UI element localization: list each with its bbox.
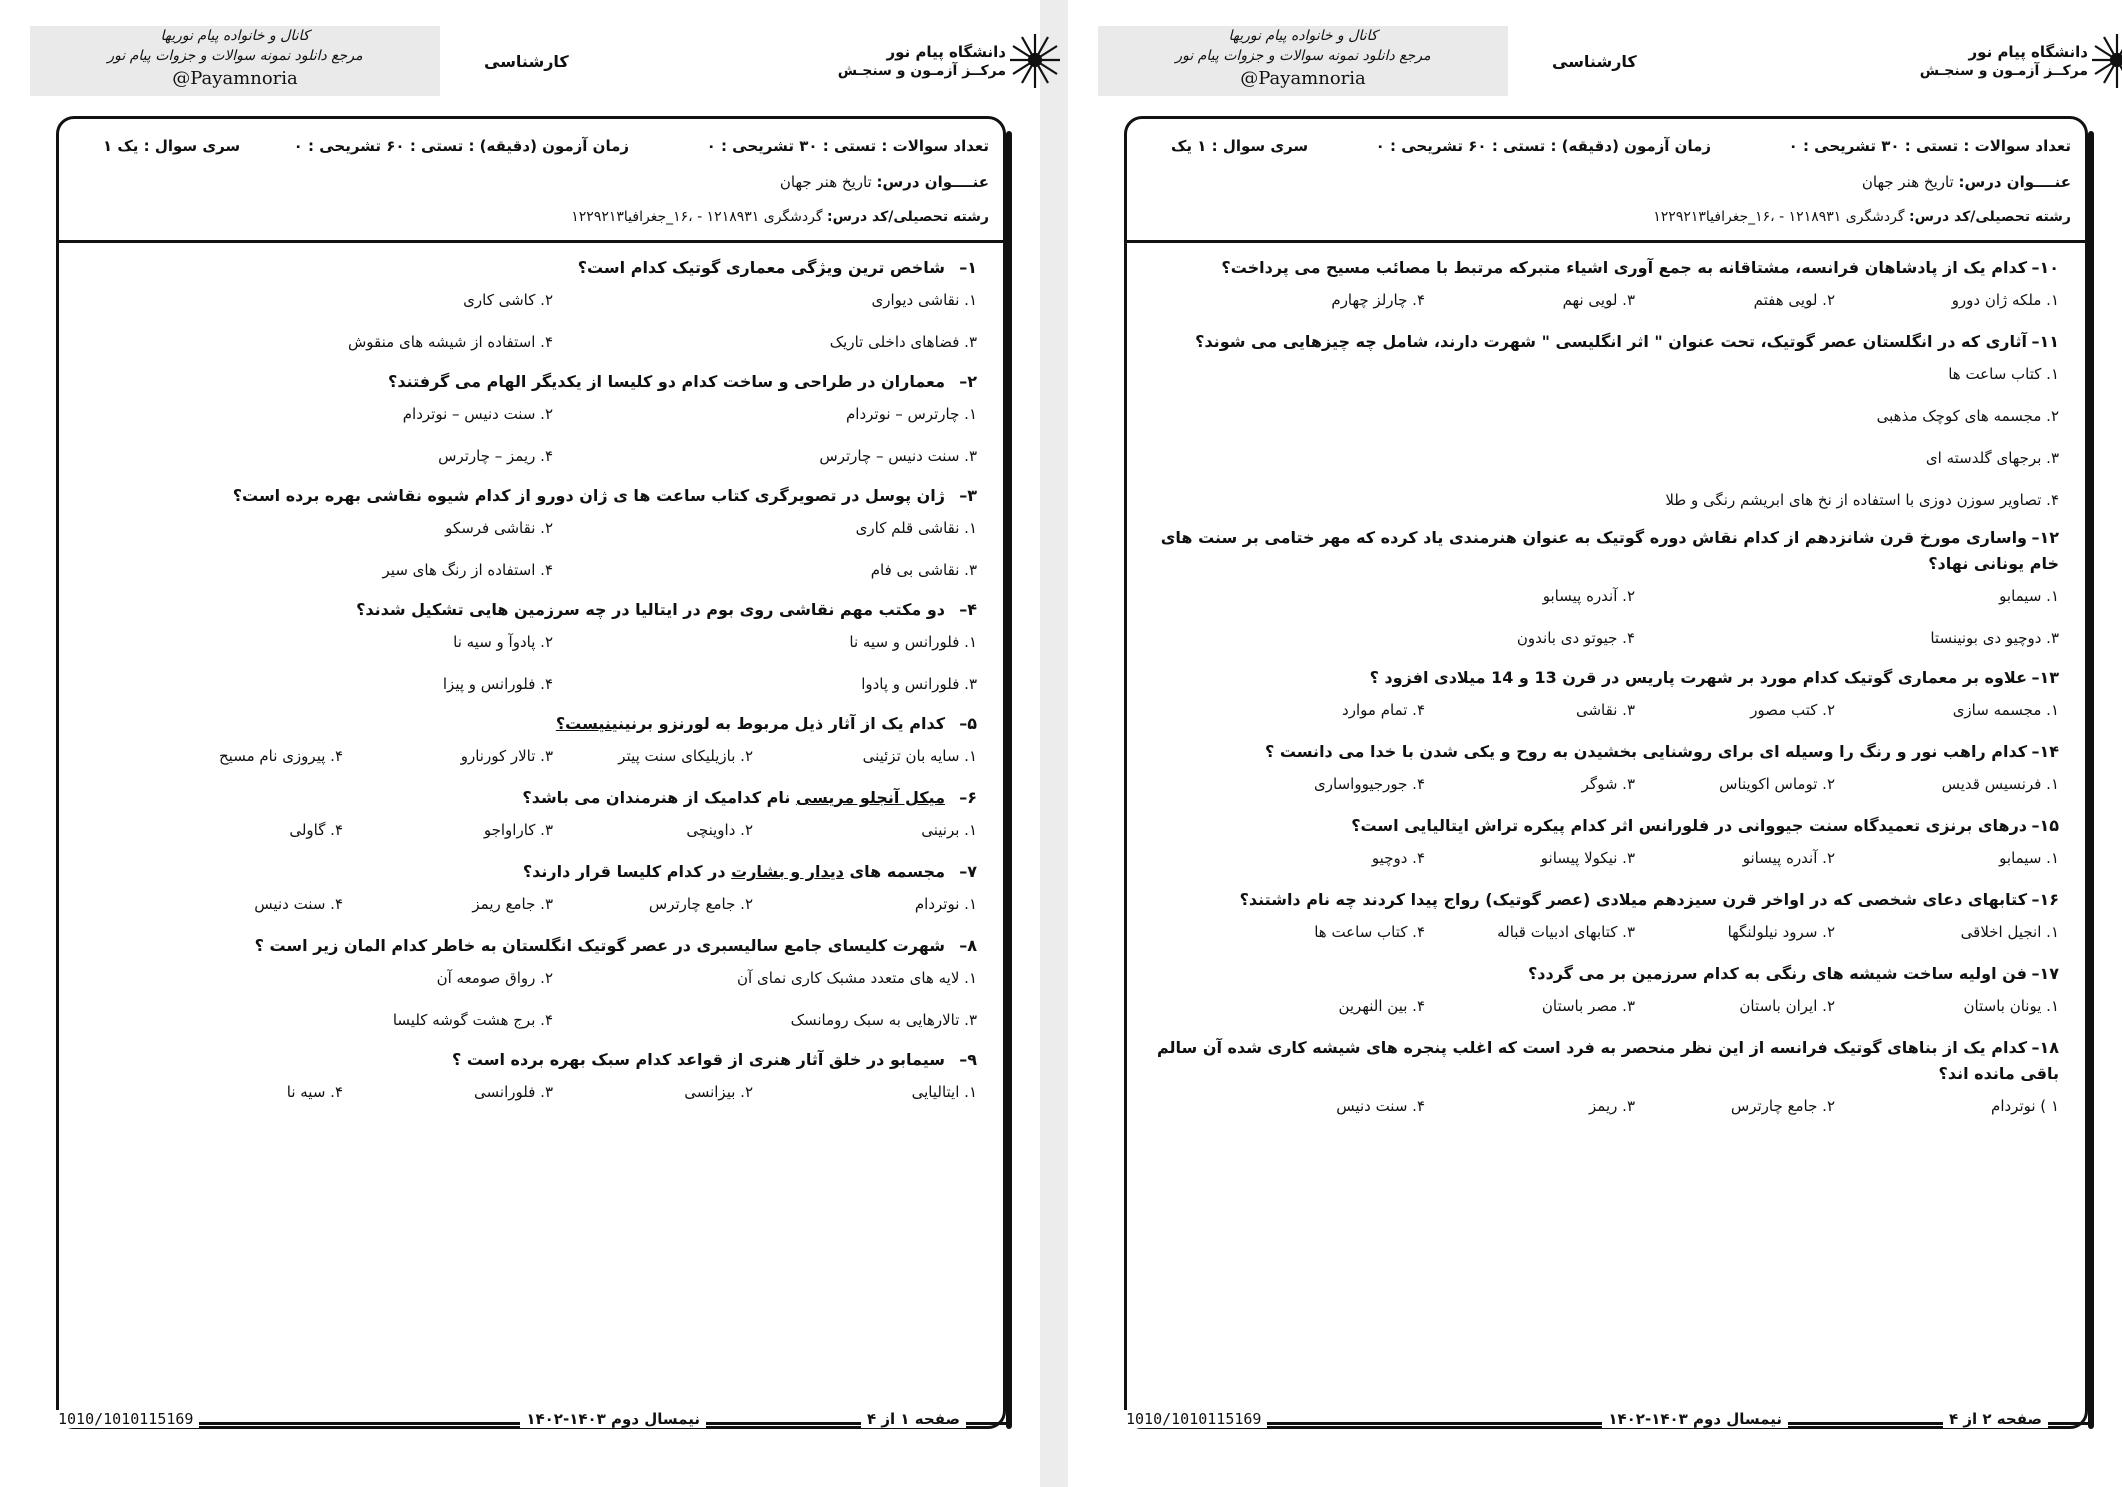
options-row: [1127, 765, 2085, 807]
question-series: سری سوال : یک ۱: [103, 137, 241, 155]
question-number: ۱۱–: [2031, 332, 2059, 351]
answer-option[interactable]: ۳. سنت دنیس – چارترس: [819, 447, 977, 465]
question-text: [1127, 665, 2085, 691]
field-value: گردشگری ۱۲۱۸۹۳۱ - ،۱۶_جغرافیا۱۲۲۹۲۱۳: [1653, 209, 1905, 225]
question-area: [1127, 255, 2085, 1135]
university-name: دانشگاه پیام نور: [1968, 43, 2088, 61]
question-stem: فن اولیه ساخت شیشه های رنگی به کدام سرزمین بر می گردد؟: [1528, 964, 2027, 983]
exam-code: 1010/1010115169: [52, 1410, 199, 1428]
answer-option[interactable]: ۳. تالار کورنارو: [460, 747, 553, 765]
question-item: [1127, 961, 2085, 1029]
field-code-row: [1653, 209, 2071, 225]
answer-option[interactable]: ۳. جامع ریمز: [472, 895, 553, 913]
options-row: [1127, 839, 2085, 881]
options-row: [1127, 397, 2085, 439]
answer-option[interactable]: ۴. چارلز چهارم: [1331, 291, 1425, 309]
question-stem-underlined: میکل آنجلو مریسی: [795, 788, 945, 807]
page-gutter: [1040, 0, 1068, 1487]
answer-option[interactable]: ۲. سنت دنیس – نوتردام: [402, 405, 553, 423]
question-stem: کدام یک از پادشاهان فرانسه، مشتاقانه به جمع آوری اشیاء متبرکه مرتبط با مصائب مسیح می پرداخت؟: [1221, 258, 2027, 277]
answer-option[interactable]: ۲. بازیلیکای سنت پیتر: [618, 747, 753, 765]
answer-option[interactable]: ۲. پادوآ و سیه نا: [453, 633, 553, 651]
answer-option[interactable]: ۱. سیمابو: [1999, 849, 2059, 867]
answer-option[interactable]: ۲. کاشی کاری: [463, 291, 553, 309]
question-number: ۴–: [959, 600, 977, 619]
question-number: ۷–: [959, 862, 977, 881]
question-count: تعداد سوالات : تستی : ۳۰ تشریحی : ۰: [706, 137, 989, 155]
answer-option[interactable]: ۱. فلورانس و سیه نا: [849, 633, 977, 651]
question-stem: کدام یک از آثار ذیل مربوط به لورنزو برنینی: [611, 714, 945, 733]
answer-option[interactable]: ۴. استفاده از شیشه های منقوش: [348, 333, 553, 351]
question-text: [1127, 329, 2085, 355]
channel-line-2: مرجع دانلود نمونه سوالات و جزوات پیام نور: [1175, 48, 1431, 64]
answer-option[interactable]: ۱. برنینی: [921, 821, 977, 839]
answer-option[interactable]: ۲. نقاشی فرسکو: [445, 519, 553, 537]
question-item: [59, 933, 1003, 1043]
question-number: ۱–: [959, 258, 977, 277]
answer-option[interactable]: ۲. لویی هفتم: [1753, 291, 1835, 309]
question-stem: علاوه بر معماری گوتیک کدام مورد بر شهرت پاریس در قرن 13 و 14 میلادی افزود ؟: [1369, 668, 2027, 687]
course-title-row: [780, 173, 989, 191]
options-row: [59, 395, 1003, 437]
question-number: ۱۵–: [2031, 816, 2059, 835]
degree-level: کارشناسی: [484, 52, 569, 71]
options-row: [1127, 481, 2085, 523]
answer-option[interactable]: ۴. تمام موارد: [1342, 701, 1425, 719]
question-item: [1127, 739, 2085, 807]
question-number: ۸–: [959, 936, 977, 955]
answer-option[interactable]: ۲. کتب مصور: [1750, 701, 1835, 719]
answer-option[interactable]: ۲. ایران باستان: [1739, 997, 1835, 1015]
answer-option[interactable]: ۴. سیه نا: [286, 1083, 343, 1101]
question-count: تعداد سوالات : تستی : ۳۰ تشریحی : ۰: [1788, 137, 2071, 155]
course-title: تاریخ هنر جهان: [779, 173, 872, 191]
answer-option[interactable]: ۴. تصاویر سوزن دوزی با استفاده از نخ های ابریشم رنگی و طلا: [1665, 491, 2059, 509]
question-text: [59, 1047, 1003, 1073]
question-number: ۲–: [959, 372, 977, 391]
options-row: [1127, 1087, 2085, 1129]
question-item: [59, 785, 1003, 853]
question-item: [59, 859, 1003, 927]
answer-option[interactable]: ۴. دوچیو: [1371, 849, 1425, 867]
question-text: [59, 255, 1003, 281]
question-text: [59, 711, 1003, 737]
question-stem: مجسمه های: [843, 862, 945, 881]
question-stem: واساری مورخ قرن شانزدهم از کدام نقاش دوره گوتیک به عنوان هنرمندی یاد کرده که مهر ختامی بر سنت های خام یونانی نهاد؟: [1160, 528, 2059, 573]
field-value: گردشگری ۱۲۱۸۹۳۱ - ،۱۶_جغرافیا۱۲۲۹۲۱۳: [571, 209, 823, 225]
answer-option[interactable]: ۱ ) نوتردام: [1991, 1097, 2059, 1115]
question-number: ۱۲–: [2031, 528, 2059, 547]
page-footer: [56, 1410, 1006, 1436]
options-row: [59, 811, 1003, 853]
options-row: [59, 323, 1003, 365]
exam-page-2: [1068, 0, 2122, 1487]
question-item: [1127, 665, 2085, 733]
options-row: [59, 885, 1003, 927]
course-title: تاریخ هنر جهان: [1861, 173, 1954, 191]
field-label: رشته تحصیلی/کد درس:: [826, 209, 989, 225]
question-stem: آثاری که در انگلستان عصر گوتیک، تحت عنوان " اثر انگلیسی " شهرت دارند، شامل چه چیزهایی می شوند؟: [1195, 332, 2027, 351]
question-stem-underlined: نیست؟: [555, 714, 612, 733]
question-stem: معماران در طراحی و ساخت کدام دو کلیسا از یکدیگر الهام می گرفتند؟: [388, 372, 945, 391]
answer-option[interactable]: ۱. نوتردام: [914, 895, 977, 913]
watermark-channel: [1098, 26, 1508, 96]
field-code-row: [571, 209, 989, 225]
options-row: [59, 437, 1003, 479]
answer-option[interactable]: ۳. مصر باستان: [1541, 997, 1635, 1015]
answer-option[interactable]: ۳. برجهای گلدسته ای: [1925, 449, 2059, 467]
exam-time: زمان آزمون (دقیقه) : تستی : ۶۰ تشریحی : ۰: [1375, 137, 1711, 155]
answer-option[interactable]: ۳. کتابهای ادبیات قباله: [1497, 923, 1635, 941]
degree-level: کارشناسی: [1552, 52, 1637, 71]
question-text: [1127, 739, 2085, 765]
answer-option[interactable]: ۳. کاراواجو: [483, 821, 553, 839]
question-item: [59, 597, 1003, 707]
exam-time: زمان آزمون (دقیقه) : تستی : ۶۰ تشریحی : ۰: [293, 137, 629, 155]
answer-option[interactable]: ۲. آندره پیسابو: [1542, 587, 1635, 605]
question-series: سری سوال : ۱ یک: [1171, 137, 1309, 155]
university-block: [1920, 42, 2088, 80]
options-row: [59, 1001, 1003, 1043]
question-text: [1127, 887, 2085, 913]
question-item: [59, 1047, 1003, 1115]
options-row: [1127, 987, 2085, 1029]
question-text: [59, 597, 1003, 623]
question-item: [1127, 887, 2085, 955]
question-number: ۱۰–: [2031, 258, 2059, 277]
answer-option[interactable]: ۴. ریمز – چارترس: [438, 447, 553, 465]
answer-option[interactable]: ۳. فلورانس و پادوا: [861, 675, 977, 693]
answer-option[interactable]: ۴. جورجیوواساری: [1314, 775, 1425, 793]
options-row: [59, 509, 1003, 551]
question-item: [59, 711, 1003, 779]
options-row: [1127, 913, 2085, 955]
watermark-channel: [30, 26, 440, 96]
answer-option[interactable]: ۲. سرود نیلولنگها: [1727, 923, 1835, 941]
course-title-row: [1862, 173, 2071, 191]
channel-handle: @Payamnoria: [172, 68, 298, 89]
options-row: [59, 959, 1003, 1001]
exam-info-box: [1127, 119, 2085, 243]
answer-option[interactable]: ۴. فلورانس و پیزا: [442, 675, 553, 693]
answer-option[interactable]: ۴. سنت دنیس: [254, 895, 343, 913]
answer-option[interactable]: ۲. داوینچی: [686, 821, 753, 839]
question-text: [59, 483, 1003, 509]
answer-option[interactable]: ۱. سیمابو: [1999, 587, 2059, 605]
channel-line-2: مرجع دانلود نمونه سوالات و جزوات پیام نور: [107, 48, 363, 64]
options-row: [59, 1073, 1003, 1115]
question-item: [1127, 525, 2085, 661]
question-number: ۹–: [959, 1050, 977, 1069]
answer-option[interactable]: ۱. انجیل اخلاقی: [1960, 923, 2059, 941]
answer-option[interactable]: ۲. جامع چارترس: [1730, 1097, 1835, 1115]
exam-code: 1010/1010115169: [1120, 1410, 1267, 1428]
exam-page-1: [0, 0, 1040, 1487]
options-row: [59, 281, 1003, 323]
question-text: [1127, 525, 2085, 577]
page-number: صفحه ۲ از ۴: [1943, 1410, 2048, 1428]
answer-option[interactable]: ۱. نقاشی قلم کاری: [855, 519, 977, 537]
question-item: [1127, 1035, 2085, 1129]
channel-line-1: کانال و خانواده پیام نوریها: [1228, 28, 1378, 44]
answer-option[interactable]: ۳. فلورانسی: [474, 1083, 553, 1101]
exam-frame: [56, 116, 1006, 1429]
question-number: ۱۷–: [2031, 964, 2059, 983]
course-label: عنــــوان درس:: [876, 173, 989, 191]
question-number: ۶–: [959, 788, 977, 807]
question-number: ۱۶–: [2031, 890, 2059, 909]
options-row: [1127, 619, 2085, 661]
question-stem: کدام یک از بناهای گوتیک فرانسه از این نظر منحصر به فرد است که اغلب پنجره های شیشه کاری شده آن سالم باقی مانده اند؟: [1156, 1038, 2059, 1083]
answer-option[interactable]: ۳. فضاهای داخلی تاریک: [829, 333, 977, 351]
options-row: [59, 551, 1003, 593]
question-stem: درهای برنزی تعمیدگاه سنت جیووانی در فلورانس اثر کدام پیکره تراش ایتالیایی است؟: [1351, 816, 2027, 835]
page-header: [0, 22, 1040, 104]
question-stem: شهرت کلیسای جامع سالیسبری در عصر گوتیک انگلستان به خاطر کدام المان زیر است ؟: [254, 936, 945, 955]
university-name: دانشگاه پیام نور: [886, 43, 1006, 61]
question-item: [1127, 813, 2085, 881]
question-text: [1127, 961, 2085, 987]
question-text: [59, 859, 1003, 885]
answer-option[interactable]: ۴. کتاب ساعت ها: [1314, 923, 1425, 941]
university-block: [838, 42, 1006, 80]
question-text: [59, 785, 1003, 811]
question-item: [59, 255, 1003, 365]
answer-option[interactable]: ۱. مجسمه سازی: [1952, 701, 2059, 719]
answer-option[interactable]: ۱. ملکه ژان دورو: [1951, 291, 2059, 309]
options-row: [59, 665, 1003, 707]
answer-option[interactable]: ۱. کتاب ساعت ها: [1948, 365, 2059, 383]
question-number: ۱۸–: [2031, 1038, 2059, 1057]
question-number: ۱۴–: [2031, 742, 2059, 761]
page-footer: [1124, 1410, 2088, 1436]
question-stem: نام کدامیک از هنرمندان می باشد؟: [522, 788, 796, 807]
answer-option[interactable]: ۱. سایه بان تزئینی: [862, 747, 977, 765]
exam-info-box: [59, 119, 1003, 243]
answer-option[interactable]: ۲. آندره پیسانو: [1742, 849, 1835, 867]
answer-option[interactable]: ۴. گاولی: [289, 821, 343, 839]
answer-option[interactable]: ۳. لویی نهم: [1562, 291, 1635, 309]
question-item: [1127, 255, 2085, 323]
options-row: [59, 623, 1003, 665]
course-label: عنــــوان درس:: [1958, 173, 2071, 191]
answer-option[interactable]: ۳. نیکولا پیسانو: [1540, 849, 1635, 867]
question-item: [59, 369, 1003, 479]
question-item: [59, 483, 1003, 593]
options-row: [1127, 281, 2085, 323]
question-text: [1127, 1035, 2085, 1087]
page-number: صفحه ۱ از ۴: [861, 1410, 966, 1428]
field-label: رشته تحصیلی/کد درس:: [1908, 209, 2071, 225]
semester: نیمسال دوم ۱۴۰۳-۱۴۰۲: [520, 1410, 706, 1428]
answer-option[interactable]: ۴. پیروزی نام مسیح: [219, 747, 343, 765]
answer-option[interactable]: ۴. برج هشت گوشه کلیسا: [392, 1011, 553, 1029]
answer-option[interactable]: ۲. رواق صومعه آن: [436, 969, 553, 987]
question-number: ۱۳–: [2031, 668, 2059, 687]
answer-option[interactable]: ۴. استفاده از رنگ های سیر: [382, 561, 553, 579]
question-stem: دو مکتب مهم نقاشی روی بوم در ایتالیا در چه سرزمین هایی تشکیل شدند؟: [356, 600, 945, 619]
question-stem-underlined: دیدار و بشارت: [731, 862, 844, 881]
center-name: مرکــز آزمـون و سنجـش: [837, 63, 1006, 79]
university-logo-icon: [1008, 32, 1062, 92]
question-stem: ژان پوسل در تصویرگری کتاب ساعت ها ی ژان دورو از کدام شیوه نقاشی بهره برده است؟: [232, 486, 945, 505]
center-name: مرکــز آزمـون و سنجـش: [1919, 63, 2088, 79]
answer-option[interactable]: ۳. دوچیو دی بونینستا: [1930, 629, 2059, 647]
answer-option[interactable]: ۳. نقاشی: [1575, 701, 1635, 719]
answer-option[interactable]: ۲. جامع چارترس: [648, 895, 753, 913]
options-row: [1127, 439, 2085, 481]
answer-option[interactable]: ۲. مجسمه های کوچک مذهبی: [1876, 407, 2059, 425]
answer-option[interactable]: ۱. یونان باستان: [1963, 997, 2059, 1015]
answer-option[interactable]: ۳. ریمز: [1589, 1097, 1635, 1115]
question-stem: کدام راهب نور و رنگ را وسیله ای برای روشنایی بخشیدن به روح و یکی شدن با خدا می دانست ؟: [1264, 742, 2027, 761]
question-number: ۵–: [959, 714, 977, 733]
options-row: [1127, 355, 2085, 397]
answer-option[interactable]: ۱. نقاشی دیواری: [871, 291, 977, 309]
channel-line-1: کانال و خانواده پیام نوریها: [160, 28, 310, 44]
question-stem: در کدام کلیسا قرار دارند؟: [522, 862, 732, 881]
semester: نیمسال دوم ۱۴۰۳-۱۴۰۲: [1602, 1410, 1788, 1428]
question-text: [1127, 255, 2085, 281]
question-stem: سیمابو در خلق آثار هنری از قواعد کدام سبک بهره برده است ؟: [451, 1050, 945, 1069]
answer-option[interactable]: ۱. چارترس – نوتردام: [846, 405, 977, 423]
answer-option[interactable]: ۱. لایه های متعدد مشبک کاری نمای آن: [737, 969, 977, 987]
options-row: [1127, 691, 2085, 733]
answer-option[interactable]: ۳. نقاشی بی فام: [870, 561, 977, 579]
answer-option[interactable]: ۱. ایتالیایی: [911, 1083, 977, 1101]
question-stem: کتابهای دعای شخصی که در اواخر قرن سیزدهم میلادی (عصر گوتیک) رواج پیدا کردند چه نام داشتند؟: [1239, 890, 2027, 909]
answer-option[interactable]: ۴. بین النهرین: [1338, 997, 1425, 1015]
university-logo-icon: [2090, 32, 2122, 92]
answer-option[interactable]: ۳. تالارهایی به سبک رومانسک: [790, 1011, 977, 1029]
answer-option[interactable]: ۴. جیوتو دی باندون: [1516, 629, 1635, 647]
question-text: [59, 933, 1003, 959]
channel-handle: @Payamnoria: [1240, 68, 1366, 89]
question-number: ۳–: [959, 486, 977, 505]
answer-option[interactable]: ۲. بیزانسی: [684, 1083, 753, 1101]
answer-option[interactable]: ۲. توماس اکویناس: [1719, 775, 1835, 793]
answer-option[interactable]: ۴. سنت دنیس: [1336, 1097, 1425, 1115]
options-row: [59, 737, 1003, 779]
page-header: [1068, 22, 2122, 104]
question-stem: شاخص ترین ویژگی معماری گوتیک کدام است؟: [577, 258, 945, 277]
question-text: [1127, 813, 2085, 839]
exam-frame: [1124, 116, 2088, 1429]
answer-option[interactable]: ۳. شوگر: [1581, 775, 1635, 793]
question-text: [59, 369, 1003, 395]
options-row: [1127, 577, 2085, 619]
question-area: [59, 255, 1003, 1121]
question-item: [1127, 329, 2085, 523]
answer-option[interactable]: ۱. فرنسیس قدیس: [1941, 775, 2059, 793]
